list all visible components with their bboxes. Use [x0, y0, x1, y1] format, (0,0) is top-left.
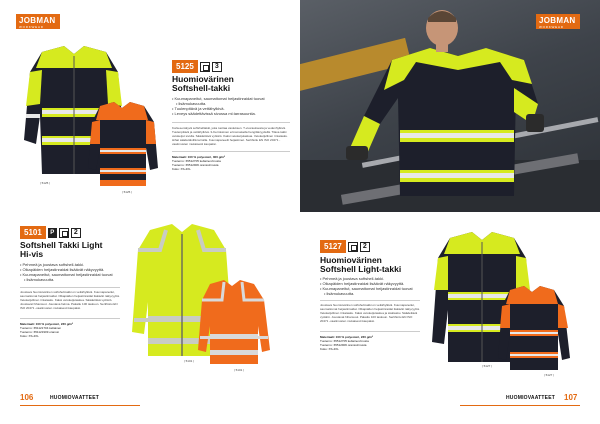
spec-code: Tuotenro: 651121704 keltainen	[20, 326, 62, 330]
feature-item: • Kuumapaneitut, saumattomat heijastinraidat tuovat	[320, 286, 428, 291]
specs-5125	[172, 155, 290, 171]
specs-5127	[320, 335, 420, 351]
jobman-logo: JOBMAN WORKWEAR	[536, 14, 580, 29]
divider	[320, 300, 420, 301]
divider	[20, 318, 120, 319]
hivis-cert-icon	[348, 242, 358, 252]
footer-rule	[20, 405, 140, 406]
spec-size: Koko: XS-4XL	[320, 347, 339, 351]
description-5125: Korkea-näkyvä softshelltakki, joka tuottaa vastuksen. T-vuorauksesta ja vedenhylkivä. Tuulenpitävä ja vettähylkivä. 3-Kerroksinen erinomaisella hengittävyydellä. Tilava takki vetoketjut sivulla. Säädettävä vyötärö. Kaksi vetoketjutaskua. Vetoketjullinen rintatasku. Hihat säädettävillä tarroilla. Kuumapaneelit heijastimet. Sertifioitu EN ISO 20471 -vaatimusten mukaisesti kaupaksi.	[172, 126, 288, 146]
feature-item: • Tuulenpitävä ja vettähylkivä.	[172, 106, 290, 111]
feature-list-5125	[172, 96, 290, 116]
feature-item: • Leveys säädettävissä sivussa ml.tarrasuuntia.	[172, 111, 290, 116]
caption-5101-a: | 5101 |	[184, 359, 194, 363]
caption-5101-b: | 5101 |	[234, 368, 244, 372]
divider	[20, 287, 120, 288]
jacket-5101-illustration	[126, 222, 286, 372]
product-badge-5101	[20, 226, 81, 239]
feature-item: • Olkapäiden heijastinraidat lisäävät näkyvyyttä.	[320, 281, 428, 286]
spec-size: Koko: XS-4XL	[20, 334, 39, 338]
product-badge-5127	[320, 240, 370, 253]
divider	[320, 331, 420, 332]
p-label: P	[48, 228, 57, 238]
feature-item: • Pehmeä ja joustava softshell-takki.	[320, 276, 428, 281]
product-number: 5125	[172, 60, 198, 73]
spec-material: Materiaali: 100 % polyesteri, 230 g/m²	[320, 335, 374, 339]
description-5127: Joustava huomiovärinen softshell-takki on vettähylkivä. Kuumapaneitut, saumattomat heijastinraidat. Olkapäiden heijastinraidat lisäävät näkyvyyttä. Vetoketjullinen rintatasku. Kaksi vetoketjutaskua ja sisätasku. Säädettävä vyötärö. Joustavat hihansuut. Pakattu 100 taskuun. Sertifioitu EN ISO 20471 -vaatimusten mukaisesti kaupaksi.	[320, 303, 420, 323]
spec-code: Tuotenro: 651121909 oranssi	[20, 330, 59, 334]
product-number: 5101	[20, 226, 46, 239]
footer-rule	[460, 405, 580, 406]
title-line-1: Softshell Takki Light	[20, 240, 103, 250]
divider	[172, 122, 290, 123]
product-title-5127	[320, 256, 401, 274]
caption-5127-b: | 5127 |	[544, 373, 554, 377]
spec-size: Koko: XS-4XL	[172, 167, 191, 171]
section-footer-text: HUOMIOVAATTEET	[50, 395, 100, 401]
spec-material: Materiaali: 100 % polyesteri, 230 g/m²	[20, 322, 74, 326]
feature-item: • Olkapäiden heijastinraidat lisäävät näkyvyyttä.	[20, 267, 128, 272]
feature-list-5101	[20, 262, 128, 282]
section-footer-text: HUOMIOVAATTEET	[506, 395, 556, 401]
spec-code: Tuotenro: 65512906 oranssi/musta	[320, 343, 367, 347]
feature-item: • lisämukavuutta.	[172, 101, 290, 106]
hivis-cert-icon	[200, 62, 210, 72]
spec-code: Tuotenro: 65512705 keltainen/musta	[320, 339, 369, 343]
hivis-cert-icon	[59, 228, 69, 238]
worker-photo	[300, 0, 600, 212]
spec-material: Materiaali: 100 % polyesteri, 300 g/m²	[172, 155, 226, 159]
caption-5127-a: | 5127 |	[482, 364, 492, 368]
jacket-5127-illustration	[426, 230, 586, 380]
feature-item: • Pehmeä ja joustava softshell-takki.	[20, 262, 128, 267]
divider	[172, 151, 290, 152]
caption-5125-b: | 5125 |	[122, 190, 132, 194]
feature-list-5127	[320, 276, 428, 296]
feature-item: • Kuumapaneitut, saumattomat heijastinraidat tuovat	[20, 272, 128, 277]
title-line-2: Softshell Light-takki	[320, 264, 402, 274]
spec-code: Tuotenro: 65512705 keltainen/musta	[172, 159, 221, 163]
product-title-5101	[20, 241, 103, 259]
jacket-5125-illustration	[12, 44, 168, 194]
feature-item: • lisämukavuutta.	[20, 277, 128, 282]
page-number: 106	[20, 393, 34, 402]
worker-photo-illustration	[300, 0, 600, 212]
right-page	[300, 0, 600, 424]
page-number: 107	[564, 393, 578, 402]
product-number: 5127	[320, 240, 346, 253]
title-line-2: Softshell-takki	[172, 83, 231, 93]
title-line-2: Hi-vis	[20, 249, 44, 259]
specs-5101	[20, 322, 120, 338]
cert-class-box: 2	[360, 242, 370, 252]
feature-item: • lisämukavuutta.	[320, 291, 428, 296]
spec-code: Tuotenro: 65512906 oranssi/musta	[172, 163, 219, 167]
cert-class-box: 2	[71, 228, 81, 238]
cert-class-box: 3	[212, 62, 222, 72]
feature-item: • Kuumapaneitut, saumattomat heijastinraidat tuovat	[172, 96, 290, 101]
title-line-1: Huomiovärinen	[172, 74, 234, 84]
jobman-logo: JOBMAN WORKWEAR	[16, 14, 60, 29]
product-title-5125	[172, 75, 234, 93]
product-badge-5125	[172, 60, 222, 73]
description-5101: Joustava huomiovärinen softshell-takki on vettähylkivä. Kuumapaneitut, saumattomat heijastinraidat. Olkapäiden heijastinraidat lisäävät näkyvyyttä. Vetoketjullinen rintatasku. Kaksi vetoketjutaskua. Säädettävä vyötärö. Joustavat hihansuut. Joustava helma. Pakattu 100 taskuun. Sertifioitu EN ISO 20471 -vaatimusten mukaisesti kaupaksi.	[20, 290, 120, 310]
caption-5125-a: | 5125 |	[40, 181, 50, 185]
title-line-1: Huomiovärinen	[320, 255, 382, 265]
